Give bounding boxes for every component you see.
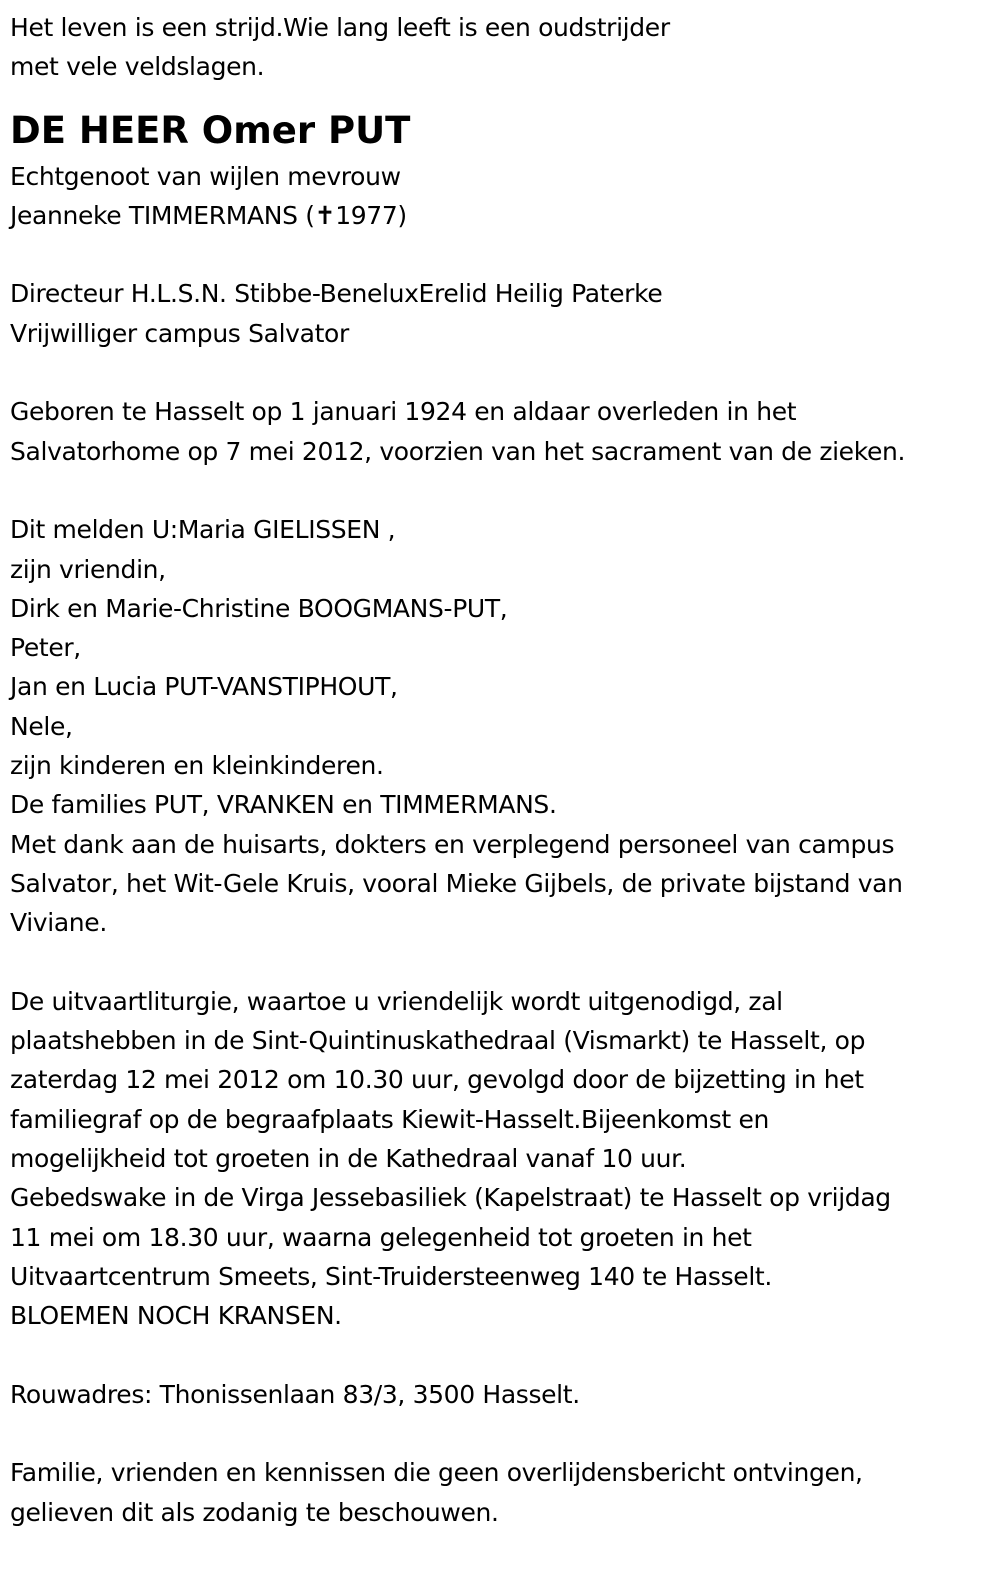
paragraph-gap bbox=[10, 471, 995, 510]
ceremony-line: zaterdag 12 mei 2012 om 10.30 uur, gevolgd door de bijzetting in het bbox=[10, 1065, 864, 1095]
family-line: Met dank aan de huisarts, dokters en verplegend personeel van campus bbox=[10, 829, 895, 859]
motto-block bbox=[10, 8, 995, 87]
family-line: Dirk en Marie-Christine BOOGMANS-PUT, bbox=[10, 593, 508, 623]
motto-line: met vele veldslagen. bbox=[10, 52, 265, 82]
birth-death-line: Salvatorhome op 7 mei 2012, voorzien van het sacrament van de zieken. bbox=[10, 436, 906, 466]
paragraph-gap bbox=[10, 353, 995, 392]
obituary-notice bbox=[10, 8, 995, 1532]
mourning-address: Rouwadres: Thonissenlaan 83/3, 3500 Hasselt. bbox=[10, 1379, 580, 1409]
spouse-line: Echtgenoot van wijlen mevrouw bbox=[10, 161, 401, 191]
roles-block bbox=[10, 274, 995, 353]
ceremony-line: BLOEMEN NOCH KRANSEN. bbox=[10, 1301, 342, 1331]
paragraph-gap bbox=[10, 1336, 995, 1375]
family-line: zijn kinderen en kleinkinderen. bbox=[10, 751, 384, 781]
family-line: Peter, bbox=[10, 633, 81, 663]
spouse-line: Jeanneke TIMMERMANS (✝1977) bbox=[10, 200, 407, 230]
ceremony-line: mogelijkheid tot groeten in de Kathedraal vanaf 10 uur. bbox=[10, 1144, 687, 1174]
family-line: Dit melden U:Maria GIELISSEN , bbox=[10, 515, 396, 545]
spouse-block bbox=[10, 157, 995, 236]
family-line: Jan en Lucia PUT-VANSTIPHOUT, bbox=[10, 672, 398, 702]
closing-line: gelieven dit als zodanig te beschouwen. bbox=[10, 1497, 499, 1527]
role-line: Directeur H.L.S.N. Stibbe-BeneluxErelid Heilig Paterke bbox=[10, 279, 663, 309]
ceremony-line: familiegraf op de begraafplaats Kiewit-Hasselt.Bijeenkomst en bbox=[10, 1104, 769, 1134]
paragraph-gap bbox=[10, 943, 995, 982]
closing-block bbox=[10, 1453, 995, 1532]
family-block bbox=[10, 510, 995, 942]
family-line: De families PUT, VRANKEN en TIMMERMANS. bbox=[10, 790, 557, 820]
family-line: zijn vriendin, bbox=[10, 554, 166, 584]
paragraph-gap bbox=[10, 1414, 995, 1453]
family-line: Salvator, het Wit-Gele Kruis, vooral Mieke Gijbels, de private bijstand van bbox=[10, 868, 903, 898]
ceremony-line: plaatshebben in de Sint-Quintinuskathedraal (Vismarkt) te Hasselt, op bbox=[10, 1026, 866, 1056]
ceremony-line: 11 mei om 18.30 uur, waarna gelegenheid tot groeten in het bbox=[10, 1222, 752, 1252]
ceremony-line: Uitvaartcentrum Smeets, Sint-Truidersteenweg 140 te Hasselt. bbox=[10, 1261, 772, 1291]
family-line: Nele, bbox=[10, 711, 73, 741]
ceremony-line: De uitvaartliturgie, waartoe u vriendelijk wordt uitgenodigd, zal bbox=[10, 986, 783, 1016]
ceremony-block bbox=[10, 982, 995, 1336]
closing-line: Familie, vrienden en kennissen die geen overlijdensbericht ontvingen, bbox=[10, 1458, 863, 1488]
paragraph-gap bbox=[10, 235, 995, 274]
deceased-name: DE HEER Omer PUT bbox=[10, 108, 411, 152]
birth-death-block bbox=[10, 392, 995, 471]
role-line: Vrijwilliger campus Salvator bbox=[10, 318, 349, 348]
ceremony-line: Gebedswake in de Virga Jessebasiliek (Kapelstraat) te Hasselt op vrijdag bbox=[10, 1183, 891, 1213]
family-line: Viviane. bbox=[10, 908, 107, 938]
birth-death-line: Geboren te Hasselt op 1 januari 1924 en aldaar overleden in het bbox=[10, 397, 797, 427]
motto-line: Het leven is een strijd.Wie lang leeft is een oudstrijder bbox=[10, 13, 670, 42]
